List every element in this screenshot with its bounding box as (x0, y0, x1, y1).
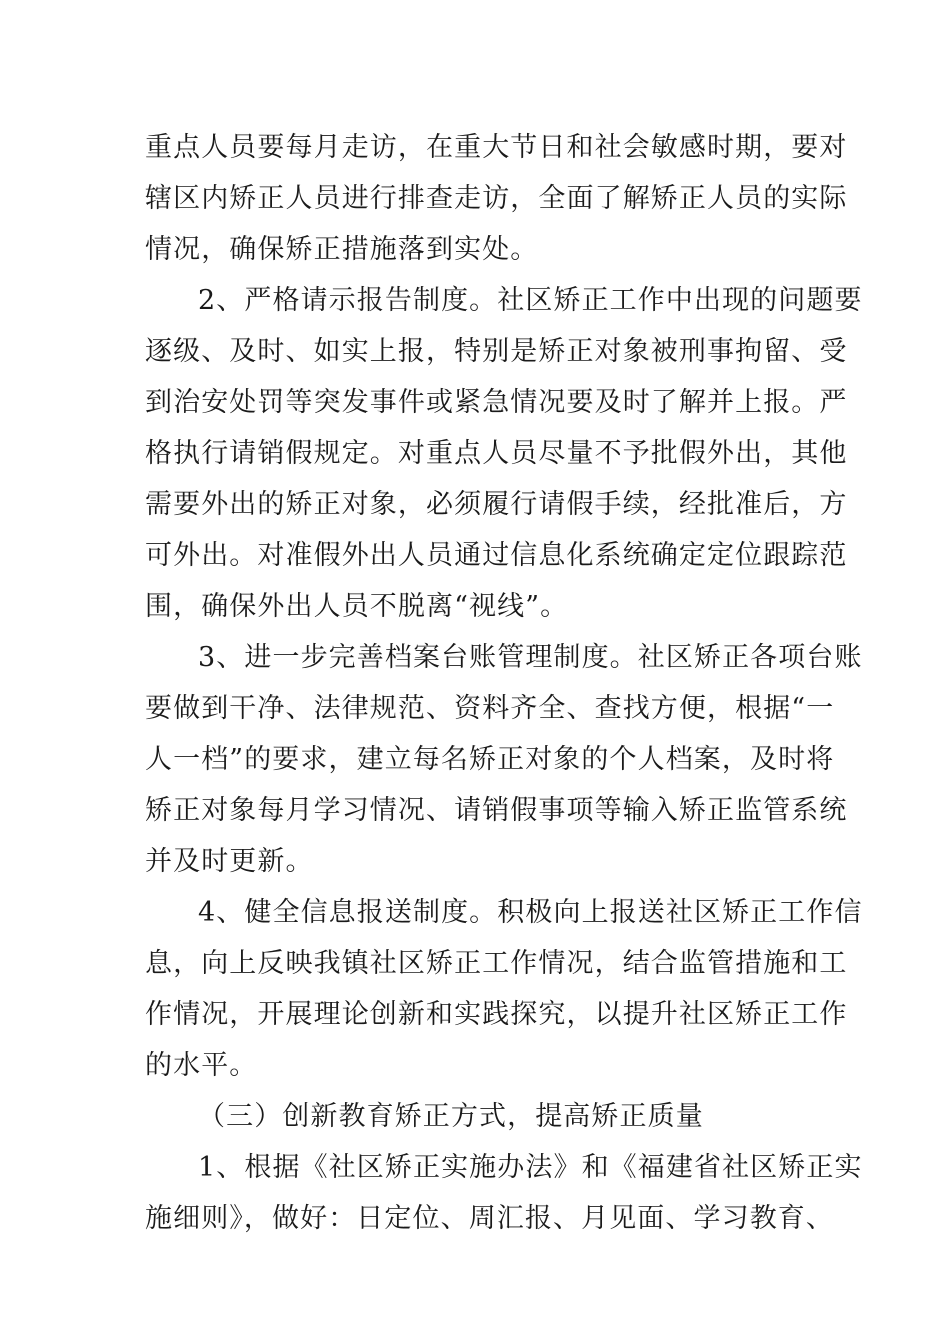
text-line: 人一档”的要求，建立每名矫正对象的个人档案，及时将 (145, 744, 835, 775)
text-line: 1、根据《社区矫正实施办法》和《福建省社区矫正实 (198, 1152, 863, 1183)
section-heading: （三）创新教育矫正方式，提高矫正质量 (198, 1101, 704, 1132)
text-line: 围，确保外出人员不脱离“视线”。 (145, 591, 569, 622)
text-line: 并及时更新。 (145, 846, 314, 877)
text-line: 息，向上反映我镇社区矫正工作情况，结合监管措施和工 (145, 948, 848, 979)
text-line: 3、进一步完善档案台账管理制度。社区矫正各项台账 (198, 642, 863, 673)
text-line: 4、健全信息报送制度。积极向上报送社区矫正工作信 (198, 897, 863, 928)
text-line: 作情况，开展理论创新和实践探究，以提升社区矫正工作 (145, 999, 848, 1030)
text-line: 逐级、及时、如实上报，特别是矫正对象被刑事拘留、受 (145, 336, 848, 367)
text-line: 重点人员要每月走访，在重大节日和社会敏感时期，要对 (145, 132, 848, 163)
text-line: 辖区内矫正人员进行排查走访，全面了解矫正人员的实际 (145, 183, 848, 214)
text-line: 到治安处罚等突发事件或紧急情况要及时了解并上报。严 (145, 387, 848, 418)
text-line: 要做到干净、法律规范、资料齐全、查找方便，根据“一 (145, 693, 835, 724)
text-line: 格执行请销假规定。对重点人员尽量不予批假外出，其他 (145, 438, 848, 469)
text-line: 的水平。 (145, 1050, 258, 1081)
text-line: 施细则》，做好：日定位、周汇报、月见面、学习教育、 (145, 1203, 834, 1234)
text-line: 2、严格请示报告制度。社区矫正工作中出现的问题要 (198, 285, 863, 316)
text-line: 可外出。对准假外出人员通过信息化系统确定定位跟踪范 (145, 540, 848, 571)
text-line: 需要外出的矫正对象，必须履行请假手续，经批准后，方 (145, 489, 848, 520)
text-line: 情况，确保矫正措施落到实处。 (145, 234, 539, 265)
text-line: 矫正对象每月学习情况、请销假事项等输入矫正监管系统 (145, 795, 848, 826)
